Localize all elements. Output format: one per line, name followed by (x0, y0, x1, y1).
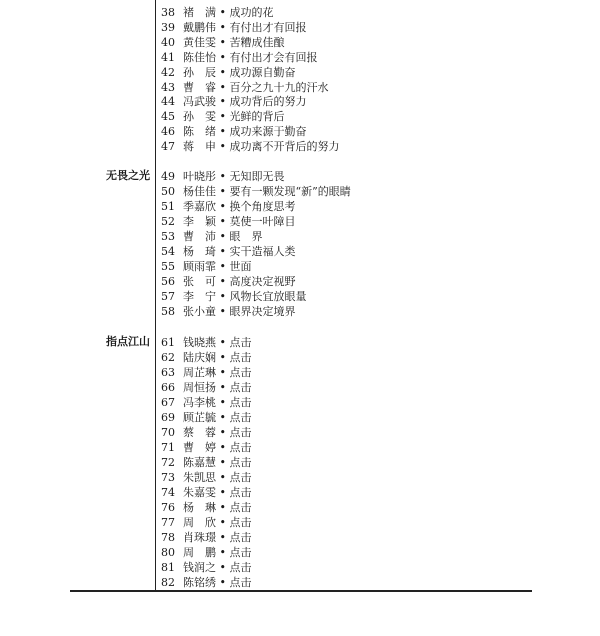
page-number: 46 (161, 125, 175, 139)
entry-title: 褚 满 • 成功的花 (183, 6, 274, 19)
page-number: 80 (161, 546, 175, 559)
entry-title: 曹 婷 • 点击 (183, 441, 252, 454)
page-number: 47 (161, 140, 175, 154)
page-number: 69 (161, 411, 175, 424)
toc-entry[interactable] (161, 575, 251, 590)
entry-title: 杨 琦 • 实干造福人类 (183, 245, 296, 258)
page-number: 82 (161, 576, 175, 589)
entry-title: 孙 辰 • 成功源自勤奋 (183, 65, 296, 79)
page-number: 40 (161, 35, 175, 49)
toc-entry[interactable] (161, 470, 251, 485)
toc-entry[interactable] (161, 455, 251, 470)
entry-title: 蒋 申 • 成功离不开背后的努力 (183, 140, 340, 154)
entry-title: 曹 睿 • 百分之九十九的汗水 (183, 80, 329, 94)
toc-entry[interactable] (161, 515, 251, 530)
entry-title: 黄佳雯 • 苦糟成佳酿 (183, 35, 285, 49)
page-number: 45 (161, 110, 175, 124)
entry-title: 张 可 • 高度决定视野 (183, 275, 296, 288)
toc-entry[interactable] (161, 94, 306, 109)
entry-title: 周 欣 • 点击 (183, 516, 252, 529)
toc-entry[interactable] (161, 304, 295, 319)
entry-title: 钱晓燕 • 点击 (183, 336, 252, 349)
toc-entry[interactable] (161, 485, 251, 500)
page-number: 43 (161, 80, 175, 94)
entry-title: 朱凯思 • 点击 (183, 471, 252, 484)
toc-entry[interactable] (161, 350, 251, 365)
toc-entry[interactable] (161, 500, 251, 515)
bottom-rule (70, 590, 532, 592)
page-number: 76 (161, 501, 175, 514)
toc-entry[interactable] (161, 440, 251, 455)
page-number: 42 (161, 65, 175, 79)
page-number: 73 (161, 471, 175, 484)
entry-title: 杨 琳 • 点击 (183, 501, 252, 514)
page-number: 57 (161, 290, 175, 303)
page-number: 53 (161, 230, 175, 243)
entry-title: 肖珠璟 • 点击 (183, 531, 252, 544)
page-number: 56 (161, 275, 175, 288)
page-number: 62 (161, 351, 175, 364)
toc-entry[interactable] (161, 380, 251, 395)
entry-title: 周恒扬 • 点击 (183, 381, 252, 394)
entry-title: 顾芷毓 • 点击 (183, 411, 252, 424)
page-number: 52 (161, 215, 175, 228)
toc-entry[interactable] (161, 214, 295, 229)
entry-title: 顾雨霏 • 世面 (183, 260, 252, 273)
entry-title: 曹 沛 • 眼 界 (183, 230, 263, 243)
toc-entry[interactable] (161, 259, 251, 274)
page-number: 72 (161, 456, 175, 469)
page-number: 77 (161, 516, 175, 529)
entry-title: 张小童 • 眼界决定境界 (183, 305, 296, 318)
section-heading-zhidian: 指点江山 (106, 335, 150, 348)
entry-title: 周芷琳 • 点击 (183, 366, 252, 379)
toc-entry[interactable] (161, 199, 295, 214)
toc-entry[interactable] (161, 35, 284, 50)
entry-title: 戴鹏伟 • 有付出才有回报 (183, 20, 307, 34)
page-number: 58 (161, 305, 175, 318)
entry-title: 杨佳佳 • 要有一颗发现“新”的眼睛 (183, 185, 351, 198)
entry-title: 朱嘉雯 • 点击 (183, 486, 252, 499)
page-number: 66 (161, 381, 175, 394)
toc-entry[interactable] (161, 124, 306, 139)
page-number: 49 (161, 170, 175, 183)
page-number: 74 (161, 486, 175, 499)
page-number: 81 (161, 561, 175, 574)
page-number: 78 (161, 531, 175, 544)
entry-title: 钱润之 • 点击 (183, 561, 252, 574)
toc-entry[interactable] (161, 184, 351, 199)
entry-title: 冯李桃 • 点击 (183, 396, 252, 409)
page-number: 51 (161, 200, 175, 213)
entry-title: 陈嘉慧 • 点击 (183, 456, 252, 469)
entry-title: 陈铭绣 • 点击 (183, 576, 252, 589)
entry-title: 孙 雯 • 光鲜的背后 (183, 110, 285, 124)
page-number: 44 (161, 95, 175, 109)
toc-entry[interactable] (161, 244, 295, 259)
vertical-divider (155, 0, 156, 590)
section-heading-wuwei: 无畏之光 (106, 169, 150, 182)
toc-entry[interactable] (161, 274, 295, 289)
page-number: 70 (161, 426, 175, 439)
toc-entry[interactable] (161, 5, 273, 20)
toc-entry[interactable] (161, 65, 295, 80)
entry-title: 季嘉欣 • 换个角度思考 (183, 200, 296, 213)
entry-title: 蔡 蓉 • 点击 (183, 426, 252, 439)
toc-entry[interactable] (161, 20, 306, 35)
entry-title: 陈佳怡 • 有付出才会有回报 (183, 50, 318, 64)
page-number: 61 (161, 336, 175, 349)
page-number: 38 (161, 6, 175, 19)
page-number: 54 (161, 245, 175, 258)
toc-entry[interactable] (161, 365, 251, 380)
toc-entry[interactable] (161, 229, 262, 244)
toc-entry[interactable] (161, 109, 284, 124)
page-number: 41 (161, 50, 175, 64)
toc-entry[interactable] (161, 530, 251, 545)
toc-entry[interactable] (161, 545, 251, 560)
page-number: 39 (161, 20, 175, 34)
toc-entry[interactable] (161, 80, 328, 95)
toc-entry[interactable] (161, 50, 317, 65)
toc-entry[interactable] (161, 169, 284, 184)
entry-title: 周 鹏 • 点击 (183, 546, 252, 559)
page-number: 63 (161, 366, 175, 379)
toc-entry[interactable] (161, 395, 251, 410)
entry-title: 叶晓彤 • 无知即无畏 (183, 170, 285, 183)
toc-entry[interactable] (161, 410, 251, 425)
toc-entry[interactable] (161, 335, 251, 350)
entry-title: 陈 绪 • 成功来源于勤奋 (183, 125, 307, 139)
entry-title: 李 颖 • 莫使一叶障目 (183, 215, 296, 228)
toc-entry[interactable] (161, 289, 306, 304)
page-number: 71 (161, 441, 175, 454)
page-number: 50 (161, 185, 175, 198)
entry-title: 冯武骏 • 成功背后的努力 (183, 95, 307, 109)
entry-title: 李 宁 • 风物长宜放眼量 (183, 290, 307, 303)
page-number: 55 (161, 260, 175, 273)
toc-entry[interactable] (161, 560, 251, 575)
page-number: 67 (161, 396, 175, 409)
toc-entry[interactable] (161, 425, 251, 440)
toc-entry[interactable] (161, 139, 339, 154)
entry-title: 陆庆娴 • 点击 (183, 351, 252, 364)
